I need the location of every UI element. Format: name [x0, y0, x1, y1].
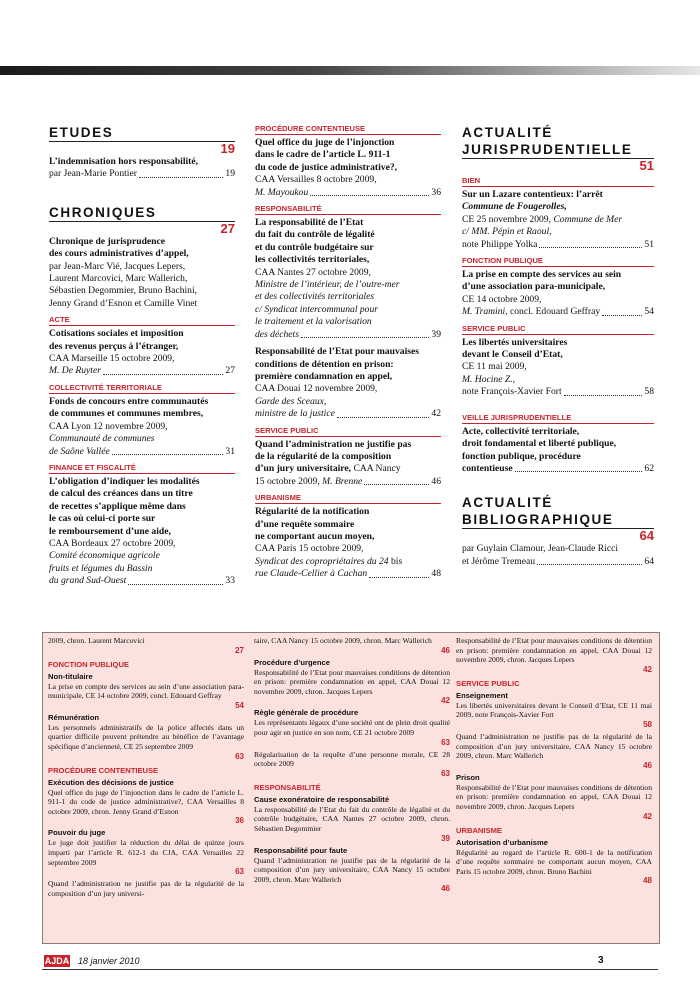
index-page: 46: [441, 884, 450, 894]
index-entry[interactable]: Régularité au regard de l’article R. 600-1 de la notification d’une requête sommaire ne comportant aucun moyen, CAA Paris 15 octobre 2009, chron. Bruno Bachini: [456, 847, 652, 876]
category-procedure: PROCÉDURE CONTENTIEUSE: [255, 124, 441, 135]
entry-title: droit fondamental et liberté publique,: [462, 438, 617, 450]
entry-author: et Jérôme Tremeau: [462, 555, 536, 567]
index-subcategory: Enseignement: [456, 690, 508, 700]
entry-title: le cas où celui-ci porte sur: [49, 513, 156, 525]
index-entry[interactable]: Responsabilité de l’Etat pour mauvaises conditions de détention en prison: première condamnation en appel, CAA Douai 12 novembre 2009, chron. Jacques Lepers: [456, 782, 652, 811]
entry-ref: CAA Bordeaux 27 octobre 2009,: [49, 537, 176, 549]
index-subcategory: Exécution des décisions de justice: [48, 777, 174, 787]
category-responsabilite: RESPONSABILITÉ: [255, 204, 441, 215]
index-entry[interactable]: Régularisation de la requête d’une personne morale, CE 28 octobre 2009: [254, 749, 450, 769]
top-gradient-bar: [0, 66, 700, 75]
column-right: [462, 124, 654, 573]
entry-title: Quel office du juge de l’injonction: [255, 137, 395, 148]
entry-author: par Guylain Clamour, Jean-Claude Ricci: [462, 543, 619, 555]
entry-title: Quand l’administration ne justifie pas: [255, 438, 412, 450]
entry-party: Ministre de l’intérieur, de l’outre-mer: [255, 279, 400, 291]
entry-ref: CE 11 mai 2009,: [462, 361, 527, 373]
category-collectivite: COLLECTIVITÉ TERRITORIALE: [49, 383, 235, 394]
index-entry[interactable]: Le juge doit justifier la réduction du délai de quinze jours imparti par l’article R. 612-1 du CJA, CAA Versailles 22 septembre 2009: [48, 838, 244, 867]
section-page-etudes: 19: [220, 141, 235, 156]
entry-title: Chronique de jurisprudence: [49, 235, 166, 247]
toc-entry[interactable]: [49, 476, 235, 588]
entry-page: 46: [431, 475, 441, 487]
section-page-chroniques: 27: [220, 220, 235, 236]
toc-entry[interactable]: [462, 269, 654, 319]
index-subcategory: Rémunération: [48, 712, 100, 722]
entry-title: d’une requête sommaire: [255, 518, 355, 530]
section-title-actu-biblio-1: ACTUALITÉ: [462, 495, 553, 511]
entry-title: Commune de Fougerolles,: [462, 201, 567, 213]
entry-page: 48: [431, 568, 441, 580]
entry-title: devant le Conseil d’Etat,: [462, 349, 563, 361]
section-title-actu-juris-2: JURISPRUDENTIELLE: [462, 141, 654, 159]
index-entry[interactable]: Les libertés universitaires devant le Conseil d’Etat, CE 11 mai 2009, note François-Xavier Fort: [456, 700, 652, 720]
index-page: 42: [441, 696, 450, 706]
entry-ref: CE 14 octobre 2009,: [462, 293, 542, 305]
entry-page: 62: [644, 462, 654, 474]
category-acte: ACTE: [49, 315, 235, 326]
index-entry[interactable]: Les représentants légaux d’une société ont de plein droit qualité pour agir en justice en son nom, CE 21 octobre 2009: [254, 718, 450, 737]
entry-title: ne comportant aucun moyen,: [255, 530, 375, 542]
entry-party: M. Tramini,: [462, 306, 508, 318]
index-category: SERVICE PUBLIC: [456, 678, 520, 688]
index-column-2: [254, 636, 450, 896]
entry-party: c/ MM. Pépin et Raoul,: [462, 226, 552, 238]
entry-title: conditions de détention en prison:: [255, 358, 394, 370]
toc-entry[interactable]: [49, 156, 235, 181]
entry-title: Responsabilité de l’Etat pour mauvaises: [255, 346, 419, 358]
entry-party: du grand Sud-Ouest: [49, 575, 127, 587]
entry-title: première condamnation en appel,: [255, 370, 393, 382]
entry-title: Cotisations sociales et imposition: [49, 328, 184, 340]
toc-entry[interactable]: [49, 396, 235, 458]
entry-title: L’obligation d’indiquer les modalités: [49, 475, 200, 487]
entry-ref: CAA Nantes 27 octobre 2009,: [255, 266, 371, 278]
entry-page: 51: [644, 238, 654, 250]
index-category: PROCÉDURE CONTENTIEUSE: [48, 765, 159, 775]
index-page: 48: [643, 876, 652, 886]
issue-date: 18 janvier 2010: [78, 956, 140, 966]
entry-title: Sur un Lazare contentieux: l’arrêt: [462, 189, 603, 200]
entry-party: Commune de Mer: [553, 213, 623, 225]
entry-page: 36: [431, 186, 441, 198]
index-page: 63: [235, 867, 244, 877]
entry-title: d’une association para-municipale,: [462, 281, 606, 293]
entry-party: ministre de la justice: [255, 408, 335, 420]
section-title-etudes: ETUDES: [49, 124, 235, 142]
entry-page: 42: [431, 408, 441, 420]
entry-title: le remboursement d’une aide,: [49, 525, 171, 537]
footer-divider: [42, 969, 658, 970]
column-left: [49, 124, 235, 593]
index-subcategory: Cause exonératoire de responsabilité: [254, 794, 390, 804]
entry-title: du code de justice administrative?,: [255, 161, 398, 173]
entry-title: dans le cadre de l’article L. 911-1: [255, 149, 391, 161]
index-entry[interactable]: Responsabilité de l’Etat pour mauvaises conditions de détention en prison: première condamnation en appel, CAA Douai 12 novembre 2009, chron. Jacques Lepers: [456, 636, 652, 665]
index-category: RESPONSABILITÉ: [254, 782, 321, 792]
toc-entry[interactable]: [462, 543, 654, 568]
index-entry[interactable]: Les personnels administratifs de la police affectés dans un quartier difficile peuvent prétendre au bénéfice de l’avantage spécifique d’ancienneté, CE 25 septembre 2009: [48, 722, 244, 751]
entry-ref: CAA Lyon 12 novembre 2009,: [49, 420, 168, 432]
entry-title: La responsabilité de l’Etat: [255, 217, 364, 229]
category-veille: VEILLE JURISPRUDENTIELLE: [462, 413, 654, 424]
index-page: 42: [643, 664, 652, 674]
entry-title: de la régularité de la composition: [255, 450, 392, 462]
entry-author: par Jean-Marc Vié, Jacques Lepers,: [49, 260, 186, 272]
index-page: 58: [643, 719, 652, 729]
entry-party: fruits et légumes du Bassin: [49, 562, 153, 574]
index-page: 63: [441, 737, 450, 747]
toc-entry[interactable]: [462, 337, 654, 399]
entry-title: L’indemnisation hors responsabilité,: [49, 156, 199, 167]
entry-ref: CAA Nancy: [353, 463, 401, 475]
index-entry[interactable]: 2009, chron. Laurent Marcovici: [48, 636, 145, 645]
entry-title: du fait du contrôle de légalité: [255, 229, 375, 241]
index-entry[interactable]: taire, CAA Nancy 15 octobre 2009, chron. Marc Wallerich: [254, 636, 432, 645]
toc-entry[interactable]: [255, 506, 441, 580]
entry-ref: CAA Marseille 15 octobre 2009,: [49, 353, 175, 365]
entry-author: note François-Xavier Fort: [462, 386, 562, 398]
index-page: 42: [643, 811, 652, 821]
entry-page: 27: [225, 365, 235, 377]
index-subcategory: Responsabilité pour faute: [254, 845, 348, 855]
entry-ref: 15 octobre 2009,: [255, 475, 320, 487]
entry-party: M. Hocine Z.,: [462, 373, 516, 385]
section-title-chroniques: CHRONIQUES: [49, 204, 235, 222]
entry-title: des revenus perçus à l’étranger,: [49, 340, 179, 352]
index-entry[interactable]: La prise en compte des services au sein d’une association para-municipale, CE 14 octobre 2009, concl. Edouard Geffray: [48, 681, 244, 701]
entry-page: 58: [644, 386, 654, 398]
index-page: 46: [643, 760, 652, 770]
entry-title: de calcul des créances dans un titre: [49, 488, 193, 500]
index-subcategory: Pouvoir du juge: [48, 828, 106, 838]
index-page: 63: [235, 751, 244, 761]
index-subcategory: Non-titulaire: [48, 671, 93, 681]
entry-party: M. De Ruyter: [49, 365, 101, 377]
column-middle: [255, 124, 441, 586]
index-category: FONCTION PUBLIQUE: [48, 659, 129, 669]
index-page: 27: [235, 645, 244, 655]
entry-author: Laurent Marcovici, Marc Wallerich,: [49, 273, 188, 285]
index-category: URBANISME: [456, 825, 502, 835]
index-column-1: [48, 636, 244, 898]
toc-entry[interactable]: [49, 236, 235, 310]
entry-author: Jenny Grand d’Esnon et Camille Vinet: [49, 297, 198, 309]
category-service-public: SERVICE PUBLIC: [462, 324, 654, 335]
entry-title: de recettes s’applique même dans: [49, 500, 186, 512]
category-urbanisme: URBANISME: [255, 493, 441, 504]
entry-page: 39: [431, 328, 441, 340]
index-entry[interactable]: Quand l’administration ne justifie pas de la régularité de la composition d’un jury universitaire, CAA Nancy 15 octobre 2009, chron. Marc Wallerich: [254, 855, 450, 884]
entry-title: Régularité de la notification: [255, 506, 370, 518]
index-entry[interactable]: La responsabilité de l’Etat du fait du contrôle de légalité et du contrôle budgétaire, CAA Nantes 27 octobre 2009, chron. Sébastien Degommier: [254, 804, 450, 833]
index-subcategory: Autorisation d’urbanisme: [456, 837, 548, 847]
index-subcategory: Procédure d’urgence: [254, 657, 330, 667]
entry-party: et des collectivités territoriales: [255, 291, 375, 303]
entry-title: des cours administratives d’appel,: [49, 248, 189, 260]
toc-entry[interactable]: [462, 426, 654, 476]
entry-title: Acte, collectivité territoriale,: [462, 425, 580, 437]
entry-party: M. Brenne: [322, 475, 363, 487]
section-title-actu-juris-1: ACTUALITÉ: [462, 125, 553, 140]
entry-author: Sébastien Degommier, Bruno Bachini,: [49, 285, 198, 297]
toc-entry[interactable]: [255, 439, 441, 489]
entry-party: Communauté de communes: [49, 433, 155, 445]
entry-page: 54: [644, 306, 654, 318]
index-entry[interactable]: Quand l’administration ne justifie pas de la régularité de la composition d’un jury universi-: [48, 879, 244, 898]
entry-ref: CE 25 novembre 2009,: [462, 213, 551, 225]
category-service-public: SERVICE PUBLIC: [255, 426, 441, 437]
category-finance: FINANCE ET FISCALITÉ: [49, 463, 235, 474]
entry-party: Comité économique agricole: [49, 550, 160, 562]
entry-title: contentieuse: [462, 462, 513, 474]
entry-ref: CAA Paris 15 octobre 2009,: [255, 543, 364, 555]
entry-party: le traitement et la valorisation: [255, 316, 372, 328]
entry-party: Garde des Sceaux,: [255, 395, 327, 407]
index-subcategory: Règle générale de procédure: [254, 708, 359, 718]
entry-author: note Philippe Yolka: [462, 238, 538, 250]
index-column-3: [456, 636, 652, 888]
index-page: 39: [441, 833, 450, 843]
category-fonction-publique: FONCTION PUBLIQUE: [462, 256, 654, 267]
entry-title: La prise en compte des services au sein: [462, 269, 622, 281]
entry-page: 64: [644, 555, 654, 567]
section-page-actu-juris: 51: [639, 158, 654, 173]
category-bien: BIEN: [462, 176, 654, 187]
index-page: 46: [441, 645, 450, 655]
page-number: 3: [598, 955, 604, 966]
ajda-logo: AJDA: [44, 956, 70, 966]
index-entry[interactable]: Responsabilité de l’Etat pour mauvaises conditions de détention en prison: première condamnation en appel, CAA Douai 12 novembre 2009, chron. Jacques Lepers: [254, 667, 450, 696]
index-page: 63: [441, 768, 450, 778]
entry-title: Fonds de concours entre communautés: [49, 395, 209, 407]
entry-page: 31: [225, 445, 235, 457]
entry-title: fonction publique, procédure: [462, 450, 581, 462]
toc-entry[interactable]: [255, 137, 441, 199]
entry-party: des déchets: [255, 328, 299, 340]
entry-title: de communes et communes membres,: [49, 408, 204, 420]
entry-party: c/ Syndicat intercommunal pour: [255, 303, 379, 315]
toc-entry[interactable]: [462, 189, 654, 251]
entry-page: 19: [225, 168, 235, 180]
section-page-actu-biblio: 64: [639, 528, 654, 544]
index-entry[interactable]: Quel office du juge de l’injonction dans le cadre de l’article L. 911-1 du code de justice administrative?, CAA Versailles 8 octobre 2009, chron. Jenny Grand d’Esnon: [48, 787, 244, 816]
entry-ref: CAA Douai 12 novembre 2009,: [255, 383, 378, 395]
entry-party: Syndicat des copropriétaires du 24: [255, 555, 389, 567]
section-title-actu-biblio-2: BIBLIOGRAPHIQUE: [462, 511, 654, 529]
entry-party: M. Mayoukou: [255, 186, 309, 198]
index-page: 54: [235, 700, 244, 710]
toc-entry[interactable]: [49, 328, 235, 378]
entry-title: d’un jury universitaire,: [255, 463, 352, 475]
entry-title: et du contrôle budgétaire sur: [255, 241, 374, 253]
entry-author: concl. Edouard Geffray: [510, 306, 601, 318]
entry-page: 33: [225, 575, 235, 587]
index-subcategory: Prison: [456, 772, 480, 782]
entry-party: de Saône Vallée: [49, 445, 110, 457]
entry-party: rue Claude-Cellier à Cachan: [255, 568, 368, 580]
entry-title: Les libertés universitaires: [462, 336, 568, 348]
entry-ref: CAA Versailles 8 octobre 2009,: [255, 174, 377, 186]
entry-title: les collectivités territoriales,: [255, 254, 370, 266]
entry-author: par Jean-Marie Pontier: [49, 168, 137, 180]
index-page: 36: [235, 816, 244, 826]
entry-party: bis: [391, 555, 403, 567]
toc-entry[interactable]: [255, 217, 441, 341]
toc-entry[interactable]: [255, 346, 441, 420]
index-entry[interactable]: Quand l’administration ne justifie pas de la régularité de la composition d’un jury universitaire, CAA Nancy 15 octobre 2009, chron. Marc Wallerich: [456, 731, 652, 761]
